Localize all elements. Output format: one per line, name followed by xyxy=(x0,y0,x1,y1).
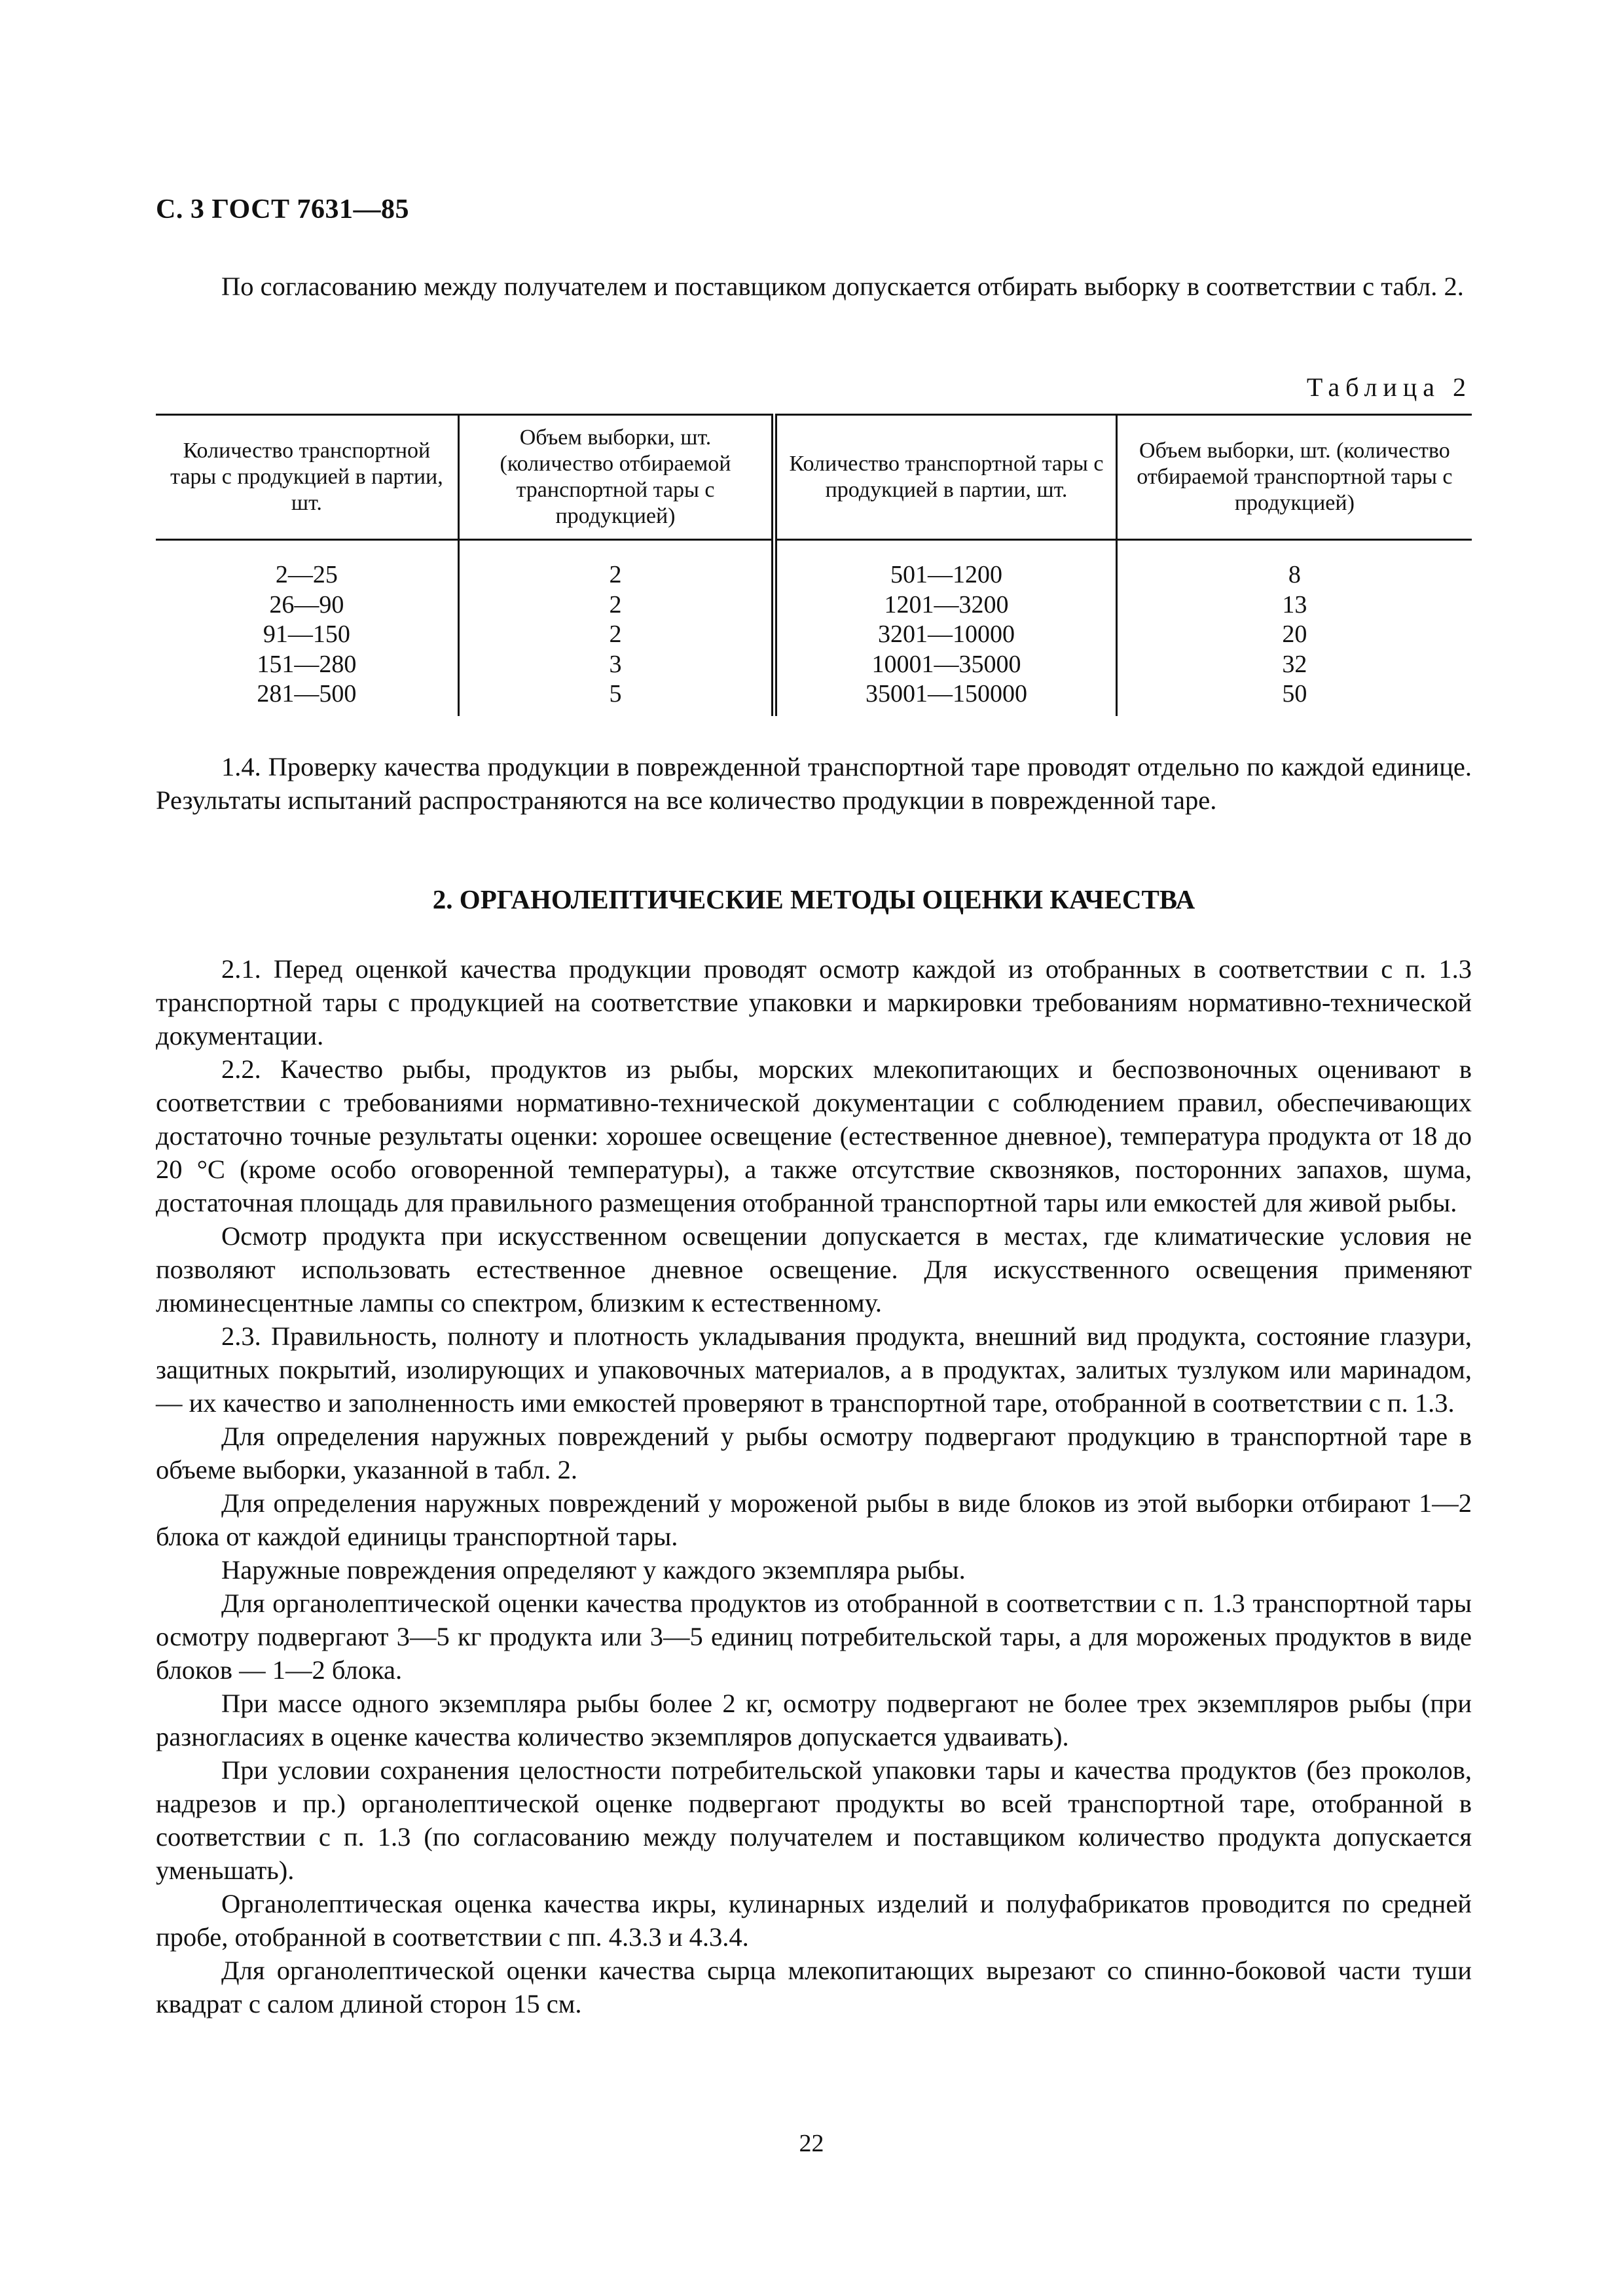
table-cell: 3 xyxy=(458,650,774,680)
paragraph: 2.3. Правильность, полноту и плотность укладывания продукта, внешний вид продукта, состояние глазури, защитных покрытий, изолирующих и упаковочных материалов, а в продуктах, залитых тузлуком или маринадом, — их качество и заполненность ими емкостей проверяют в транспортной таре, отобранной в соответствии с п. 1.3. xyxy=(156,1321,1472,1418)
section-2-body xyxy=(156,952,1472,2020)
table-cell: 1201—3200 xyxy=(775,590,1117,620)
page-header: С. 3 ГОСТ 7631—85 xyxy=(156,194,410,224)
table-header-cell: Количество транспортной тары с продукцией в партии, шт. xyxy=(156,415,458,540)
table-header-cell: Объем выборки, шт. (количество отбираемой транспортной тары с продукцией) xyxy=(458,415,774,540)
table-cell: 35001—150000 xyxy=(775,679,1117,716)
table-cell: 32 xyxy=(1116,650,1472,680)
table-row xyxy=(156,620,1472,650)
table-row xyxy=(156,540,1472,590)
section-title: 2. ОРГАНОЛЕПТИЧЕСКИЕ МЕТОДЫ ОЦЕНКИ КАЧЕСТВА xyxy=(432,884,1195,914)
intro-paragraph xyxy=(156,270,1472,303)
paragraph: Для определения наружных повреждений у рыбы осмотру подвергают продукцию в транспортной таре в объеме выборки, указанной в табл. 2. xyxy=(156,1422,1472,1484)
paragraph: Для определения наружных повреждений у мороженой рыбы в виде блоков из этой выборки отбирают 1—2 блока от каждой единицы транспортной тары. xyxy=(156,1488,1472,1551)
paragraph: Для органолептической оценки качества продуктов из отобранной в соответствии с п. 1.3 транспортной тары осмотру подвергают 3—5 кг продукта или 3—5 единиц потребительской тары, а для мороженых продуктов в виде блоков — 1—2 блока. xyxy=(156,1588,1472,1685)
paragraph: 1.4. Проверку качества продукции в поврежденной транспортной таре проводят отдельно по каждой единице. Результаты испытаний распространяются на все количество продукции в поврежденной таре. xyxy=(156,752,1472,815)
paragraph: Для органолептической оценки качества сырца млекопитающих вырезают со спинно-боковой части туши квадрат с салом длиной сторон 15 см. xyxy=(156,1956,1472,2018)
paragraph: Наружные повреждения определяют у каждого экземпляра рыбы. xyxy=(221,1555,966,1585)
table-caption: Таблица 2 xyxy=(1306,372,1472,402)
table-header-cell: Объем выборки, шт. (количество отбираемой транспортной тары с продукцией) xyxy=(1116,415,1472,540)
table-cell: 151—280 xyxy=(257,650,357,678)
table-cell: 501—1200 xyxy=(775,540,1117,590)
paragraph: При условии сохранения целостности потребительской упаковки тары и качества продуктов (без проколов, надрезов и пр.) органолептической оценке подвергают продукты во всей транспортной таре, отобранной в соответствии с п. 1.3 (по согласованию между получателем и поставщиком количество продукта допускается уменьшать). xyxy=(156,1755,1472,1885)
table-row xyxy=(156,590,1472,620)
paragraph: По согласованию между получателем и поставщиком допускается отбирать выборку в соответствии с табл. 2. xyxy=(221,272,1464,301)
table-cell: 5 xyxy=(458,679,774,716)
table-header-cell: Количество транспортной тары с продукцией в партии, шт. xyxy=(775,415,1117,540)
table-cell: 8 xyxy=(1116,540,1472,590)
table-cell: 2—25 xyxy=(275,561,338,588)
table-cell: 20 xyxy=(1116,620,1472,650)
paragraph: Органолептическая оценка качества икры, кулинарных изделий и полуфабрикатов проводится по средней пробе, отобранной в соответствии с пп. 4.3.3 и 4.3.4. xyxy=(156,1889,1472,1952)
paragraph: Осмотр продукта при искусственном освещении допускается в местах, где климатические условия не позволяют использовать естественное дневное освещение. Для искусственного освещения применяют люминесцентные лампы со спектром, близким к естественному. xyxy=(156,1221,1472,1318)
table-cell: 2 xyxy=(458,540,774,590)
table-cell: 91—150 xyxy=(263,620,350,648)
table-cell: 3201—10000 xyxy=(775,620,1117,650)
sample-size-table xyxy=(156,414,1472,716)
paragraph: 2.2. Качество рыбы, продуктов из рыбы, морских млекопитающих и беспозвоночных оценивают в соответствии с требованиями нормативно-технической документации с соблюдением правил, обеспечивающих достаточно точные результаты оценки: хорошее освещение (естественное дневное), температура продукта от 18 до 20 °С (кроме особо оговоренной температуры), а также отсутствие сквозняков, посторонних запахов, шума, достаточная площадь для правильного размещения отобранной транспортной тары или емкостей для живой рыбы. xyxy=(156,1054,1472,1217)
table-cell: 13 xyxy=(1116,590,1472,620)
paragraph: 2.1. Перед оценкой качества продукции проводят осмотр каждой из отобранных в соответствии с п. 1.3 транспортной тары с продукцией на соответствие упаковки и маркировки требованиям нормативно-технической документации. xyxy=(156,954,1472,1050)
clause-1-4 xyxy=(156,750,1472,817)
paragraph: При массе одного экземпляра рыбы более 2 кг, осмотру подвергают не более трех экземпляров рыбы (при разногласиях в оценке качества количество экземпляров допускается удваивать). xyxy=(156,1689,1472,1751)
table-header-row xyxy=(156,415,1472,540)
table-cell: 50 xyxy=(1116,679,1472,716)
table-cell: 26—90 xyxy=(269,590,344,619)
table-row xyxy=(156,679,1472,716)
table-cell: 2 xyxy=(458,590,774,620)
table-cell: 10001—35000 xyxy=(775,650,1117,680)
table-cell: 2 xyxy=(458,620,774,650)
table-row xyxy=(156,650,1472,680)
table-cell: 281—500 xyxy=(257,680,357,708)
page-number: 22 xyxy=(799,2130,824,2157)
